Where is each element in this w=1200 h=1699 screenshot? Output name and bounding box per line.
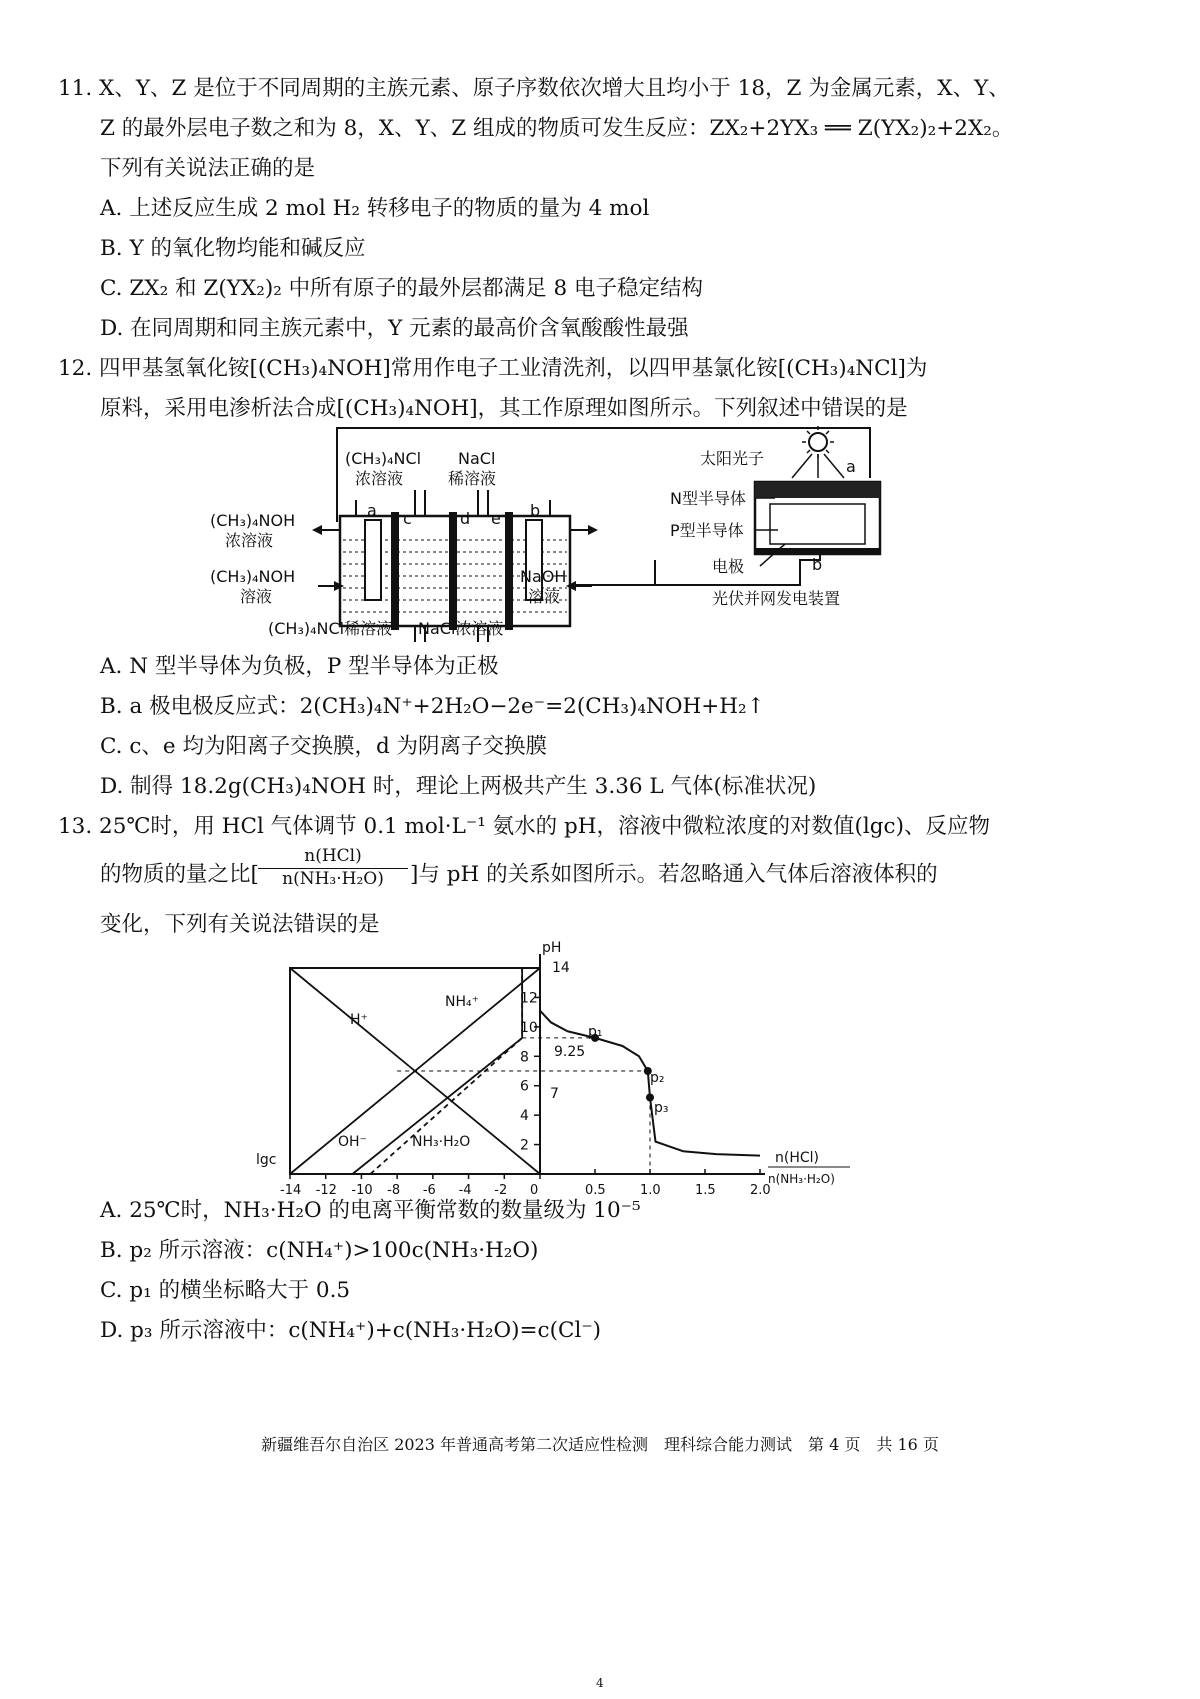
electrode-label: 电极 [712, 557, 745, 576]
lgc-tick-label-6: -2 [494, 1183, 508, 1198]
label-nacl-dilute-1: NaCl [458, 449, 496, 468]
membrane-c-label: c [403, 509, 412, 528]
q13-stem-line1: 13. 25℃时，用 HCl 气体调节 0.1 mol·L⁻¹ 氨水的 pH，溶液中微粒浓度的对数值(lgc)、反应物 [58, 814, 990, 839]
page-number: 4 [596, 1676, 604, 1690]
ratio-tick-label-2: 1.5 [695, 1183, 716, 1198]
sun-photon-label: 太阳光子 [700, 449, 765, 468]
label-nmecl-conc-2: 浓溶液 [355, 469, 404, 488]
q13-option-d: D. p₃ 所示溶液中：c(NH₄⁺)+c(NH₃·H₂O)=c(Cl⁻) [100, 1318, 602, 1343]
electrode-b-label: b [530, 501, 541, 520]
q13-stem-line3: 变化，下列有关说法错误的是 [100, 912, 380, 937]
ph-tick-label-2: 8 [520, 1049, 529, 1066]
label-nacl-conc: NaCl浓溶液 [418, 619, 504, 638]
label-nmeoh-sol-1: (CH₃)₄NOH [210, 567, 296, 586]
q12-stem-line2: 原料，采用电渗析法合成[(CH₃)₄NOH]，其工作原理如图所示。下列叙述中错误的是 [100, 396, 908, 421]
membrane-d-label: d [460, 509, 471, 528]
oh-series-label: OH⁻ [338, 1134, 367, 1150]
ph-tick-label-0: 12 [520, 990, 538, 1007]
lgc-tick-label-2: -10 [351, 1183, 373, 1198]
electrode-a-label: a [367, 501, 377, 520]
q11-option-d: D. 在同周期和同主族元素中，Y 元素的最高价含氧酸酸性最强 [100, 316, 689, 341]
label-nmecl-dilute: (CH₃)₄NCl稀溶液 [268, 619, 393, 638]
pv-a-label: a [846, 457, 856, 476]
p1-label: p₁ [588, 1024, 603, 1040]
label-nmeoh-sol-2: 溶液 [240, 587, 273, 606]
q11-option-b: B. Y 的氧化物均能和碱反应 [100, 236, 366, 261]
label-naoh-2: 溶液 [528, 587, 561, 606]
value-925: 9.25 [554, 1044, 586, 1060]
ratio-tick-label-1: 1.0 [640, 1183, 661, 1198]
membrane-e-label: e [491, 509, 501, 528]
ratio-tick-label-0: 0.5 [585, 1183, 606, 1198]
p2-label: p₂ [650, 1070, 665, 1086]
q13-option-c: C. p₁ 的横坐标略大于 0.5 [100, 1278, 351, 1303]
electrodialysis-diagram [0, 420, 1200, 650]
q13-stem-line2a: 的物质的量之比[ [100, 862, 259, 887]
ph-top-tick: 14 [552, 960, 570, 976]
label-nmeoh-conc-2: 浓溶液 [225, 531, 274, 550]
p3-label: p₃ [654, 1100, 669, 1116]
label-nmecl-conc-1: (CH₃)₄NCl [345, 449, 422, 468]
p-type-label: P型半导体 [670, 521, 744, 540]
point-marker-2 [646, 1093, 654, 1101]
lgc-tick-label-3: -8 [387, 1183, 401, 1198]
page-footer: 新疆维吾尔自治区 2023 年普通高考第二次适应性检测 理科综合能力测试 第 4 页 共 16 页 [261, 1435, 939, 1454]
ph-axis-label: pH [542, 940, 562, 956]
lgc-tick-label-4: -6 [422, 1183, 436, 1198]
label-nacl-dilute-2: 稀溶液 [448, 469, 497, 488]
q12-option-c: C. c、e 均为阳离子交换膜，d 为阴离子交换膜 [100, 734, 548, 759]
ph-tick-label-4: 4 [520, 1108, 529, 1125]
q11-stem-line2: Z 的最外层电子数之和为 8，X、Y、Z 组成的物质可发生反应：ZX₂+2YX₃ ══ Z(YX₂)₂+2X₂。 [100, 116, 1014, 141]
nh4-series-label: NH₄⁺ [445, 994, 480, 1010]
q11-option-a: A. 上述反应生成 2 mol H₂ 转移电子的物质的量为 4 mol [100, 196, 650, 221]
pv-b-label: b [812, 555, 823, 574]
q12-option-d: D. 制得 18.2g(CH₃)₄NOH 时，理论上两极共产生 3.36 L 气体(标准状况) [100, 774, 817, 799]
ph-tick-label-3: 6 [520, 1078, 529, 1095]
label-nmeoh-conc-1: (CH₃)₄NOH [210, 511, 296, 530]
ph-tick-label-5: 2 [520, 1137, 529, 1154]
ratio-den-label: n(NH₃·H₂O) [768, 1172, 835, 1186]
q11-stem-line3: 下列有关说法正确的是 [100, 156, 316, 181]
q12-option-a: A. N 型半导体为负极，P 型半导体为正极 [100, 654, 499, 679]
nh3-series-label: NH₃·H₂O [412, 1134, 471, 1150]
q13-option-a: A. 25℃时，NH₃·H₂O 的电离平衡常数的数量级为 10⁻⁵ [100, 1198, 641, 1223]
ph-tick-label-1: 10 [520, 1019, 538, 1036]
q12-stem-line1: 12. 四甲基氢氧化铵[(CH₃)₄NOH]常用作电子工业清洗剂，以四甲基氯化铵[(CH₃)₄NCl]为 [58, 356, 928, 381]
label-naoh-1: NaOH [520, 567, 567, 586]
lgc-tick-label-1: -12 [315, 1183, 337, 1198]
lgc-tick-label-5: -4 [458, 1183, 472, 1198]
pv-caption: 光伏并网发电装置 [712, 589, 841, 608]
h-series-label: H⁺ [350, 1012, 368, 1028]
lgc-label: lgc [256, 1152, 277, 1168]
lgc-tick-label-7: 0 [530, 1183, 539, 1198]
q13-frac-den: n(NH₃·H₂O) [282, 869, 384, 889]
q13-option-b: B. p₂ 所示溶液：c(NH₄⁺)>100c(NH₃·H₂O) [100, 1238, 539, 1263]
q13-stem-line2b: ]与 pH 的关系如图所示。若忽略通入气体后溶液体积的 [410, 862, 938, 887]
value-7: 7 [550, 1086, 559, 1102]
ratio-tick-label-3: 2.0 [750, 1183, 771, 1198]
ph-chart [0, 940, 1200, 1200]
q13-frac-num: n(HCl) [258, 846, 408, 869]
q11-stem-line1: 11. X、Y、Z 是位于不同周期的主族元素、原子序数依次增大且均小于 18，Z 为金属元素，X、Y、 [58, 76, 1010, 101]
n-type-label: N型半导体 [670, 489, 746, 508]
q11-option-c: C. ZX₂ 和 Z(YX₂)₂ 中所有原子的最外层都满足 8 电子稳定结构 [100, 276, 704, 301]
ratio-num-label: n(HCl) [775, 1150, 819, 1166]
q13-fraction [258, 846, 408, 889]
lgc-tick-label-0: -14 [280, 1183, 302, 1198]
q12-option-b: B. a 极电极反应式：2(CH₃)₄N⁺+2H₂O−2e⁻=2(CH₃)₄NOH+H₂↑ [100, 694, 765, 719]
